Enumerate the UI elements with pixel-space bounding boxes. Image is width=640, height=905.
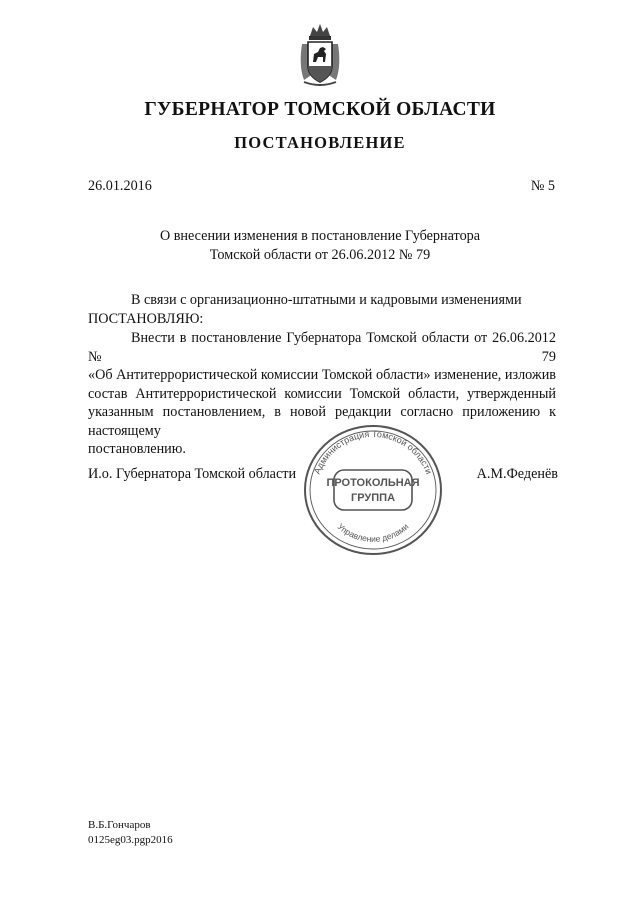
resolution-line: Внести в постановление Губернатора Томской области от 26.06.2012 № 79 [88,330,556,365]
stamp-inner-line-2: ГРУППА [350,492,396,504]
document-number: № 5 [530,178,555,194]
resolution-line: состав Антитеррористической комиссии Томской области, утвержденный [88,385,556,402]
subject-line-2: Томской области от 26.06.2012 № 79 [209,247,431,263]
stamp-inner-line-1: ПРОТОКОЛЬНАЯ [326,477,420,489]
stamp-outer-text: Администрация Томской области [311,428,435,476]
signer-position: И.о. Губернатора Томской области [88,466,297,482]
document-type: ПОСТАНОВЛЕНИЕ [234,133,406,152]
resolution-keyword: ПОСТАНОВЛЯЮ: [88,311,204,327]
coat-of-arms-icon [298,22,342,88]
signer-name: А.М.Феденёв [476,466,558,482]
preamble-paragraph: В связи с организационно-штатными и кадровыми изменениями [131,292,522,308]
subject-line-1: О внесении изменения в постановление Губернатора [159,228,481,244]
resolution-line: «Об Антитеррористической комиссии Томской области» изменение, изложив [88,367,556,383]
file-code: 0125eg03.pgp2016 [88,834,173,846]
executor-name: В.Б.Гончаров [88,819,151,831]
document-date: 26.01.2016 [88,178,152,194]
document-subject [0,227,640,265]
issuer-title: ГУБЕРНАТОР ТОМСКОЙ ОБЛАСТИ [144,99,496,120]
resolution-line: указанным постановлением, в новой редакции согласно приложению к настоящему [88,404,556,439]
footer-executor-info [88,818,173,848]
official-stamp [298,420,448,558]
stamp-bottom-text: Управление делами [335,521,411,544]
resolution-line: постановлению. [88,441,186,457]
